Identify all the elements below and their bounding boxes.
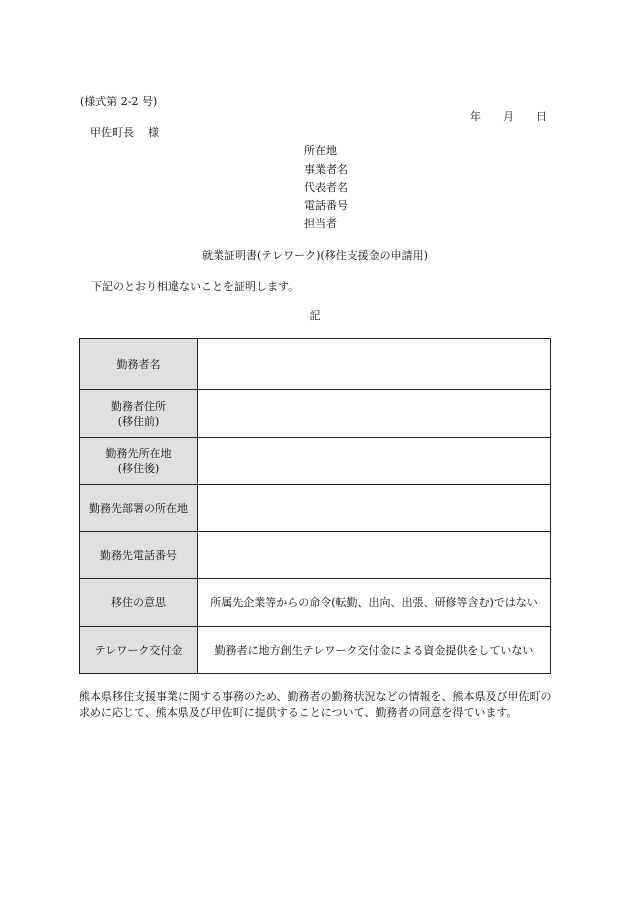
table-row bbox=[80, 579, 551, 627]
table-row bbox=[80, 438, 551, 485]
row-label bbox=[80, 579, 198, 627]
row-label bbox=[80, 485, 198, 532]
table-row bbox=[80, 532, 551, 579]
row-label-line: 勤務先部署の所在地 bbox=[89, 501, 188, 515]
addressee-name: 甲佐町長 bbox=[90, 126, 134, 139]
addressee-honorific: 様 bbox=[148, 126, 159, 139]
table-row bbox=[80, 339, 551, 390]
consent-note: 熊本県移住支援事業に関する事務のため、勤務者の勤務状況などの情報を、熊本県及び甲佐町の求めに応じて、熊本県及び甲佐町に提供することについて、勤務者の同意を得ています。 bbox=[79, 690, 552, 719]
row-value[interactable] bbox=[198, 438, 551, 485]
row-value: 勤務者に地方創生テレワーク交付金による資金提供をしていない bbox=[198, 627, 551, 674]
row-label-line: (移住後) bbox=[117, 462, 160, 475]
row-label-line: 勤務先電話番号 bbox=[100, 548, 177, 562]
row-label-line: テレワーク交付金 bbox=[94, 643, 183, 657]
row-value: 所属先企業等からの命令(転勤、出向、出張、研修等含む)ではない bbox=[198, 579, 551, 627]
row-label bbox=[80, 627, 198, 674]
row-label-line: 勤務先所在地 bbox=[105, 447, 172, 460]
ki-marker: 記 bbox=[309, 309, 321, 322]
document-title: 就業証明書(テレワーク)(移住支援金の申請用) bbox=[202, 249, 428, 262]
issuer-representative-label: 代表者名 bbox=[304, 181, 348, 194]
certification-statement: 下記のとおり相違ないことを証明します。 bbox=[91, 280, 300, 293]
row-label-line: 移住の意思 bbox=[111, 596, 166, 609]
date-line bbox=[470, 110, 547, 124]
addressee bbox=[90, 126, 159, 140]
issuer-phone-label: 電話番号 bbox=[304, 199, 348, 212]
row-label bbox=[80, 532, 198, 579]
date-year-label: 年 bbox=[470, 110, 481, 123]
date-day-label: 日 bbox=[536, 110, 547, 123]
table-row bbox=[80, 390, 551, 438]
table-row bbox=[80, 485, 551, 532]
row-label-line: (移住前) bbox=[117, 414, 160, 428]
row-value[interactable] bbox=[198, 390, 551, 438]
row-value[interactable] bbox=[198, 485, 551, 532]
date-month-label: 月 bbox=[503, 110, 514, 123]
issuer-business-name-label: 事業者名 bbox=[304, 163, 348, 176]
row-label bbox=[80, 390, 198, 438]
table-row bbox=[80, 627, 551, 674]
row-label-line: 勤務者住所 bbox=[111, 399, 166, 413]
certification-table bbox=[79, 338, 551, 674]
row-label bbox=[80, 438, 198, 485]
row-value[interactable] bbox=[198, 339, 551, 390]
row-label bbox=[80, 339, 198, 390]
issuer-address-label: 所在地 bbox=[304, 144, 337, 157]
row-label-line: 勤務者名 bbox=[116, 357, 161, 371]
form-number: (様式第 2-2 号) bbox=[80, 95, 158, 108]
row-value[interactable] bbox=[198, 532, 551, 579]
issuer-contact-label: 担当者 bbox=[304, 217, 337, 230]
